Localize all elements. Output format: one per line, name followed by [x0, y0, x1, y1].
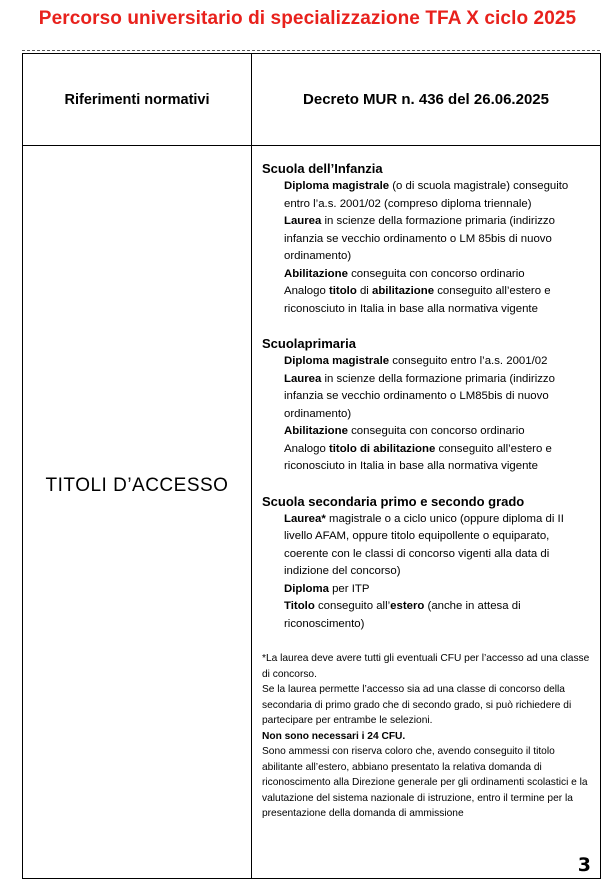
list-item: Diploma magistrale (o di scuola magistrale) conseguito entro l’a.s. 2001/02 (compreso diploma triennale)	[284, 180, 569, 210]
section-title: Scuolaprimaria	[262, 336, 356, 351]
list-item: Titolo conseguito all’estero (anche in attesa di riconoscimento)	[284, 600, 521, 630]
section-infanzia	[262, 160, 594, 318]
page-title: Percorso universitario di specializzazione TFA X ciclo 2025	[38, 8, 577, 29]
requirements-table	[22, 53, 601, 879]
section-primaria	[262, 335, 594, 476]
footnote: Se la laurea permette l’accesso sia ad una classe di concorso della secondaria di primo grado che di secondo grado, si può richiedere di partecipare per entrambe le selezioni.	[262, 684, 572, 726]
section-secondaria	[262, 493, 594, 634]
footnote: Sono ammessi con riserva coloro che, avendo conseguito il titolo abilitante all’estero, abbiano presentato la relativa domanda di riconoscimento alla Direzione generale per gli ordinamenti scolastici e la valutazione del sistema nazionale di istruzione, entro il termine per la presentazione della domanda di ammissione	[262, 746, 588, 819]
table-row	[23, 146, 601, 879]
list-item: Laurea in scienze della formazione primaria (indirizzo infanzia se vecchio ordinamento o LM85bis di nuovo ordinamento)	[284, 372, 555, 420]
header-legal-references: Riferimenti normativi	[23, 54, 252, 146]
list-item: Diploma per ITP	[284, 582, 370, 595]
table-header-row	[23, 54, 601, 146]
list-item: Abilitazione conseguita con concorso ordinario	[284, 267, 525, 280]
footnote: Non sono necessari i 24 CFU.	[262, 730, 406, 742]
list-item: Analogo titolo di abilitazione conseguito all’estero e riconosciuto in Italia in base alla normativa vigente	[284, 285, 551, 315]
list-item: Laurea* magistrale o a ciclo unico (oppure diploma di II livello AFAM, oppure titolo equipollente o equiparato, coerente con le classi di concorso vigenti alla data di indizione del concorso)	[284, 512, 564, 577]
page-number: 3	[577, 854, 591, 876]
requirements-content	[252, 146, 601, 879]
section-title: Scuola dell’Infanzia	[262, 161, 383, 176]
section-title: Scuola secondaria primo e secondo grado	[262, 493, 525, 509]
list-item: Laurea in scienze della formazione primaria (indirizzo infanzia se vecchio ordinamento o LM 85bis di nuovo ordinamento)	[284, 215, 555, 262]
list-item: Abilitazione conseguita con concorso ordinario	[284, 425, 525, 437]
header-decree: Decreto MUR n. 436 del 26.06.2025	[252, 54, 601, 146]
footnote: *La laurea deve avere tutti gli eventuali CFU per l’accesso ad una classe di concorso.	[262, 653, 590, 680]
access-titles-text: TITOLI D’ACCESSO	[45, 475, 229, 496]
list-item: Analogo titolo di abilitazione conseguito all’estero e riconosciuto in Italia in base alla normativa vigente	[284, 442, 552, 472]
footnotes	[262, 651, 594, 822]
dashed-divider	[22, 50, 600, 51]
list-item: Diploma magistrale conseguito entro l’a.s. 2001/02	[284, 355, 548, 367]
access-titles-label	[23, 146, 252, 879]
